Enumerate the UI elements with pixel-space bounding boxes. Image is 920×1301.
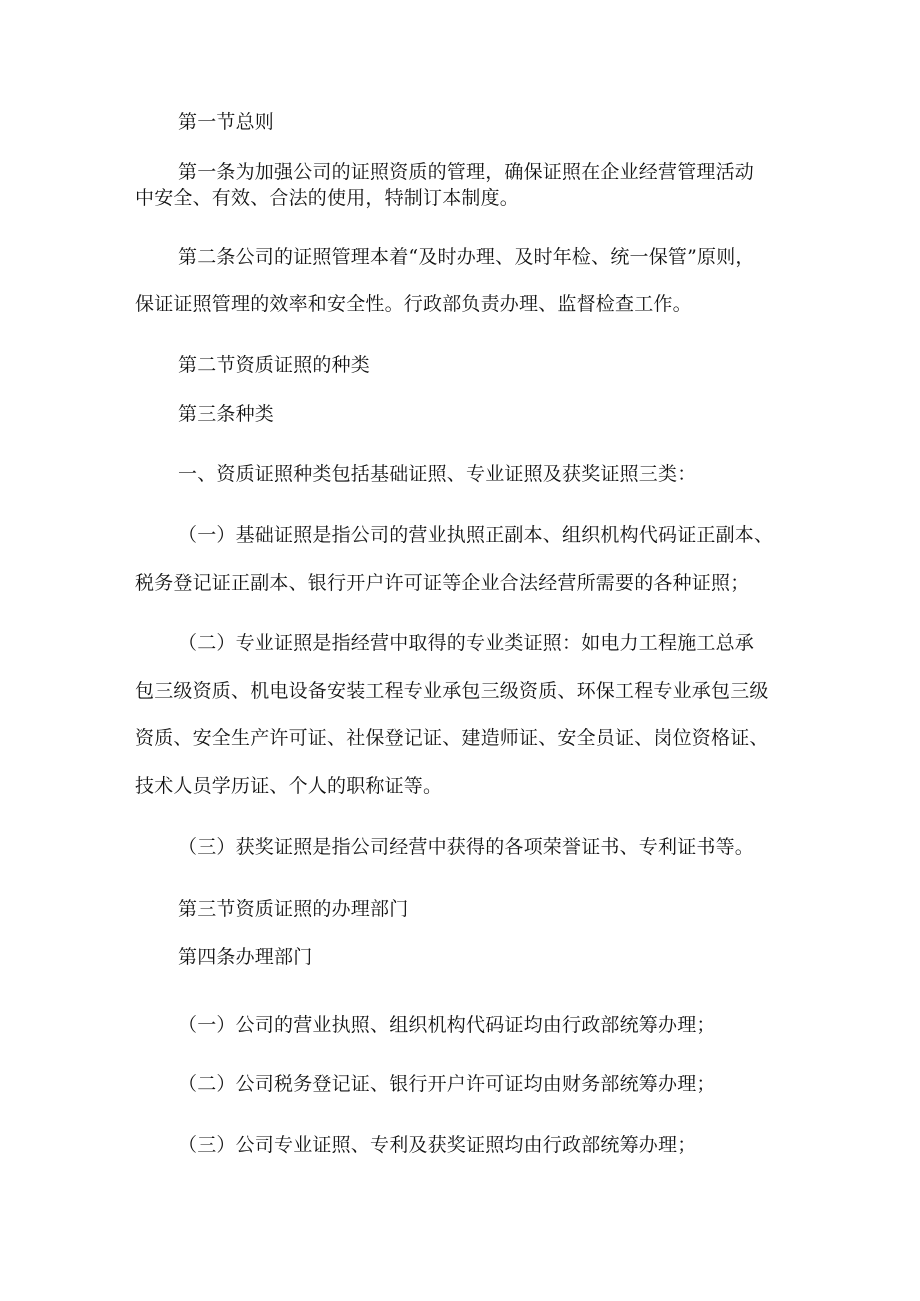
professional-license-line-1: （二）专业证照是指经营中取得的专业类证照：如电力工程施工总承 bbox=[178, 632, 755, 654]
category-list-intro: 一、资质证照种类包括基础证照、专业证照及获奖证照三类： bbox=[178, 463, 697, 485]
article-2-line-2: 保证证照管理的效率和安全性。行政部负责办理、监督检查工作。 bbox=[135, 293, 692, 315]
section-1-heading: 第一节总则 bbox=[178, 111, 275, 133]
basic-license-line-1: （一）基础证照是指公司的营业执照正副本、组织机构代码证正副本、 bbox=[178, 524, 774, 546]
article-1-line-1: 第一条为加强公司的证照资质的管理，确保证照在企业经营管理活动 bbox=[178, 161, 755, 183]
section-2-heading: 第二节资质证照的种类 bbox=[178, 354, 371, 376]
award-license-line: （三）获奖证照是指公司经营中获得的各项荣誉证书、专利证书等。 bbox=[178, 836, 755, 858]
article-2-line-1: 第二条公司的证照管理本着“及时办理、及时年检、统一保管”原则， bbox=[178, 246, 755, 268]
section-3-heading: 第三节资质证照的办理部门 bbox=[178, 898, 409, 920]
article-4-title: 第四条办理部门 bbox=[178, 946, 313, 968]
article-1-line-2: 中安全、有效、合法的使用，特制订本制度。 bbox=[135, 187, 520, 209]
article-3-title: 第三条种类 bbox=[178, 403, 275, 425]
basic-license-line-2: 税务登记证正副本、银行开户许可证等企业合法经营所需要的各种证照； bbox=[135, 572, 750, 594]
professional-license-line-3: 资质、安全生产许可证、社保登记证、建造师证、安全员证、岗位资格证、 bbox=[135, 727, 769, 749]
professional-license-line-2: 包三级资质、机电设备安装工程专业承包三级资质、环保工程专业承包三级 bbox=[135, 680, 769, 702]
dept-finance-license-line: （二）公司税务登记证、银行开户许可证均由财务部统筹办理； bbox=[178, 1073, 716, 1095]
dept-admin-license-line: （一）公司的营业执照、组织机构代码证均由行政部统筹办理； bbox=[178, 1014, 716, 1036]
dept-professional-license-line: （三）公司专业证照、专利及获奖证照均由行政部统筹办理； bbox=[178, 1134, 697, 1156]
professional-license-line-4: 技术人员学历证、个人的职称证等。 bbox=[135, 775, 443, 797]
